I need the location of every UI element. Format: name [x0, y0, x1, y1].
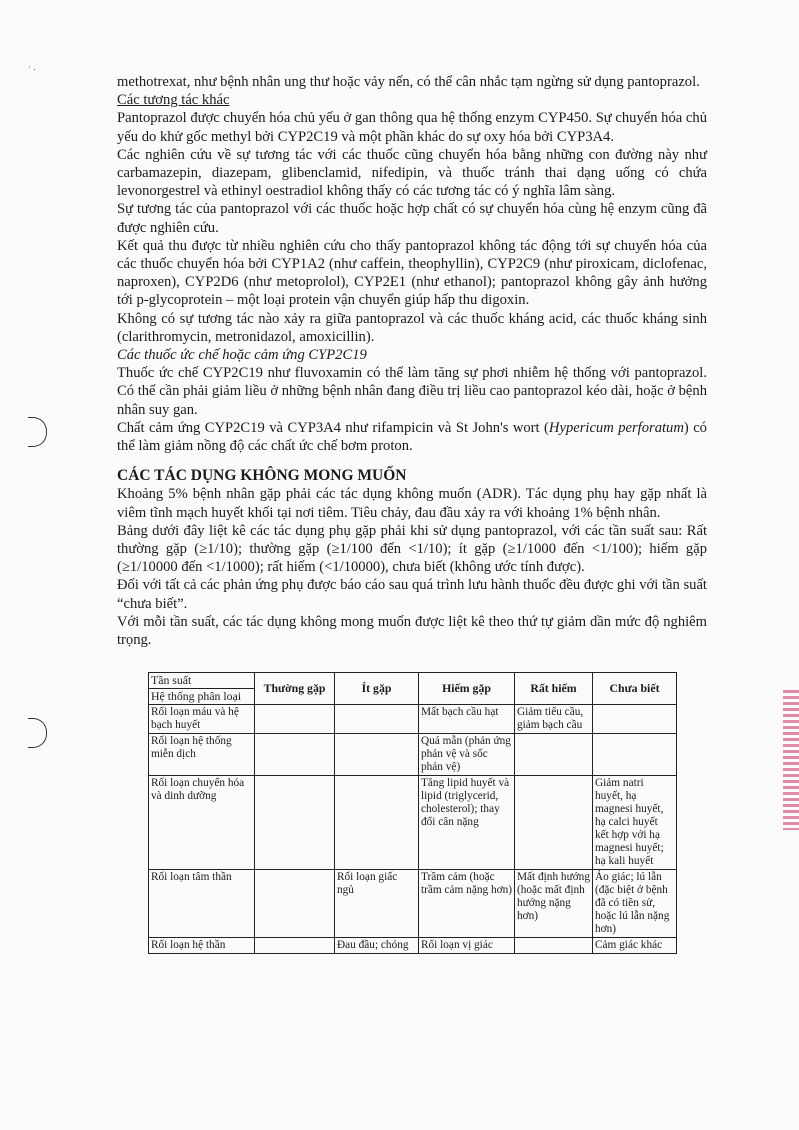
table-cell: Rối loạn máu và hệ bạch huyết: [149, 705, 255, 734]
table-row: [149, 734, 677, 776]
table-cell: [593, 734, 677, 776]
section-subheading: Các thuốc ức chế hoặc cảm ứng CYP2C19: [117, 347, 367, 364]
paragraph: Sự tương tác của pantoprazol với các thuốc hoặc hợp chất có sự chuyển hóa cùng hệ enzym cũng đã được nghiên cứu.: [117, 201, 707, 236]
table-cell: [255, 734, 335, 776]
section-heading: CÁC TÁC DỤNG KHÔNG MONG MUỐN: [117, 467, 407, 485]
table-cell: Mất bạch cầu hạt: [419, 705, 515, 734]
paragraph: Kết quả thu được từ nhiều nghiên cứu cho thấy pantoprazol không tác động tới sự chuyển hóa của các thuốc chuyển hóa bởi CYP1A2 (như caffein, theophyllin), CYP2C9 (như piroxicam, diclofenac, naproxen), CYP2D6 (như metoprolol), CYP2E1 (như ethanol); pantoprazol không gây ảnh hưởng tới p-glycoprotein – một loại protein vận chuyển giúp hấp thu digoxin.: [117, 237, 707, 309]
table-cell: Giảm tiểu cầu, giảm bạch cầu: [515, 705, 593, 734]
table-cell: [515, 776, 593, 870]
scan-speck: · .: [28, 62, 36, 72]
paragraph: methotrexat, như bệnh nhân ung thư hoặc vảy nến, có thể cân nhắc tạm ngừng sử dụng pantoprazol.: [117, 74, 700, 90]
column-header: Chưa biết: [593, 673, 677, 705]
column-header: Ít gặp: [335, 673, 419, 705]
table-cell: Đau đầu; chóng: [335, 938, 419, 954]
table-row: [149, 776, 677, 870]
punch-hole-mark: [28, 718, 47, 748]
table-cell: [515, 734, 593, 776]
adverse-reactions-table: [148, 672, 677, 954]
column-header: Rất hiếm: [515, 673, 593, 705]
table-cell: [255, 870, 335, 938]
table-cell: [335, 734, 419, 776]
table-cell: Giảm natri huyết, hạ magnesi huyết, hạ calci huyết kết hợp với hạ magnesi huyết; hạ kali huyết: [593, 776, 677, 870]
table-cell: Rối loạn tâm thần: [149, 870, 255, 938]
table-cell: Ảo giác; lú lẫn (đặc biệt ở bệnh đã có tiền sử, hoặc lú lẫn nặng hơn): [593, 870, 677, 938]
table-cell: Quá mẫn (phản ứng phản vệ và sốc phản vệ): [419, 734, 515, 776]
paragraph: Khoảng 5% bệnh nhân gặp phải các tác dụng không muốn (ADR). Tác dụng phụ hay gặp nhất là viêm tĩnh mạch huyết khối tại nơi tiêm. Tiêu chảy, đau đầu xảy ra với khoảng 1% bệnh nhân.: [117, 486, 707, 521]
table-cell: [335, 776, 419, 870]
paragraph: [117, 419, 707, 455]
paragraph: Các nghiên cứu về sự tương tác với các thuốc cũng chuyển hóa bằng những con đường này như carbamazepin, diazepam, glibenclamid, nifedipin, và thuốc tránh thai dạng uống có chứa levonorgestrel và ethinyl oestradiol không thấy có các tương tác có ý nghĩa lâm sàng.: [117, 146, 707, 200]
paragraph: Đối với tất cả các phản ứng phụ được báo cáo sau quá trình lưu hành thuốc đều được ghi với tần suất “chưa biết”.: [117, 577, 707, 612]
edge-stamp-mark: [783, 690, 799, 830]
column-header: Hiếm gặp: [419, 673, 515, 705]
table-row: [149, 938, 677, 954]
organ-class-label: Hệ thống phân loại: [151, 689, 242, 703]
table-cell: [593, 705, 677, 734]
table-cell: Tăng lipid huyết và lipid (triglycerid, cholesterol); thay đổi cân nặng: [419, 776, 515, 870]
paragraph: Bảng dưới đây liệt kê các tác dụng phụ gặp phải khi sử dụng pantoprazol, với các tần suất sau: Rất thường gặp (≥1/10); thường gặp (≥1/100 đến <1/10); ít gặp (≥1/1000 đến <1/100); hiếm gặp (≥1/10000 đến <1/1000); rất hiếm (<1/10000), chưa biết (không ước tính được).: [117, 522, 707, 576]
table-cell: Rối loạn chuyển hóa và dinh dưỡng: [149, 776, 255, 870]
table-cell: [255, 938, 335, 954]
paragraph: Không có sự tương tác nào xảy ra giữa pantoprazol và các thuốc kháng acid, các thuốc kháng sinh (clarithromycin, metronidazol, amoxicillin).: [117, 310, 707, 345]
table-cell: [255, 776, 335, 870]
species-name: Hypericum perforatum: [548, 419, 684, 436]
table-row: [149, 870, 677, 938]
body-text: [117, 73, 707, 649]
table-cell: [255, 705, 335, 734]
table-cell: Rối loạn giấc ngủ: [335, 870, 419, 938]
table-cell: Trầm cảm (hoặc trầm cảm nặng hơn): [419, 870, 515, 938]
table-corner-header: [149, 673, 255, 705]
section-subheading: Các tương tác khác: [117, 92, 230, 109]
table-cell: Cảm giác khác: [593, 938, 677, 954]
table-cell: Mất định hướng (hoặc mất định hướng nặng hơn): [515, 870, 593, 938]
table-cell: Rối loạn hệ thần: [149, 938, 255, 954]
table-row: [149, 705, 677, 734]
column-header: Thường gặp: [255, 673, 335, 705]
table-cell: [335, 705, 419, 734]
paragraph-text: ) có thể làm giảm nồng độ các chất ức chế bơm proton.: [117, 419, 707, 455]
table-cell: [515, 938, 593, 954]
paragraph: Thuốc ức chế CYP2C19 như fluvoxamin có thể làm tăng sự phơi nhiễm hệ thống với pantoprazol. Có thể cần phải giảm liều ở những bệnh nhân đang điều trị liều cao pantoprazol kéo dài, hoặc ở bệnh nhân suy gan.: [117, 365, 707, 418]
frequency-label: Tần suất: [149, 673, 254, 689]
paragraph: Với mỗi tần suất, các tác dụng không mong muốn được liệt kê theo thứ tự giảm dần mức độ nghiêm trọng.: [117, 613, 707, 649]
paragraph: Pantoprazol được chuyển hóa chủ yếu ở gan thông qua hệ thống enzym CYP450. Sự chuyển hóa chủ yếu do khử gốc methyl bởi CYP2C19 và một phần khác do sự oxy hóa bởi CYP3A4.: [117, 110, 707, 145]
paragraph-text: Chất cảm ứng CYP2C19 và CYP3A4 như rifampicin và St John's wort (: [117, 419, 549, 436]
table-header-row: [149, 673, 677, 705]
table-cell: Rối loạn hệ thống miễn dịch: [149, 734, 255, 776]
table-cell: Rối loạn vị giác: [419, 938, 515, 954]
punch-hole-mark: [28, 417, 47, 447]
